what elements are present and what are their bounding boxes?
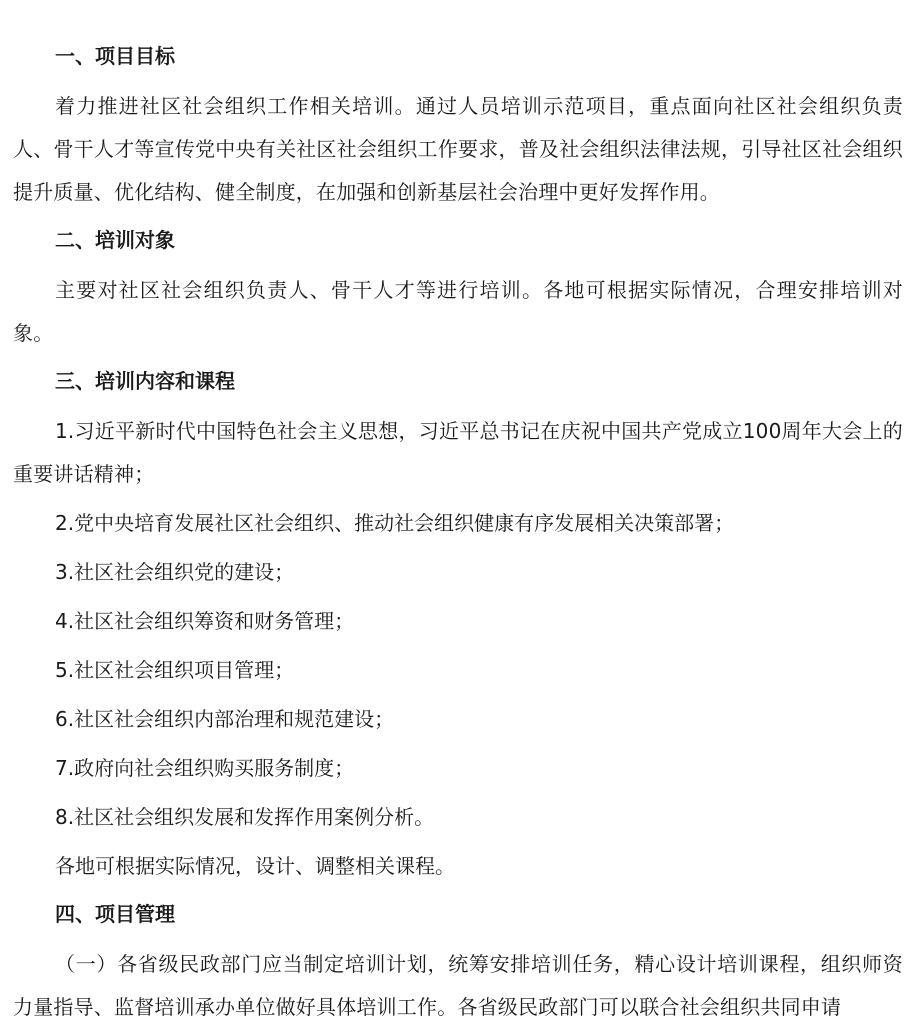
list-item: 1.习近平新时代中国特色社会主义思想，习近平总书记在庆祝中国共产党成立100周年大会上的重要讲话精神； xyxy=(13,419,903,486)
list-item: 3.社区社会组织党的建设； xyxy=(55,560,295,584)
section-heading-goal: 一、项目目标 xyxy=(55,44,175,68)
section-body-goal: 着力推进社区社会组织工作相关培训。通过人员培训示范项目，重点面向社区社会组织负责人、骨干人才等宣传党中央有关社区社会组织工作要求，普及社会组织法律法规，引导社区社会组织提升质量、优化结构、健全制度，在加强和创新基层社会治理中更好发挥作用。 xyxy=(13,94,903,204)
list-item: 4.社区社会组织筹资和财务管理； xyxy=(55,609,355,633)
course-note: 各地可根据实际情况，设计、调整相关课程。 xyxy=(55,854,455,878)
section-heading-target: 二、培训对象 xyxy=(55,228,175,252)
section-heading-management: 四、项目管理 xyxy=(55,902,175,926)
list-item: 6.社区社会组织内部治理和规范建设； xyxy=(55,707,395,731)
document-body xyxy=(13,36,903,1035)
section-body-target: 主要对社区社会组织负责人、骨干人才等进行培训。各地可根据实际情况，合理安排培训对象。 xyxy=(13,278,903,345)
list-item: 8.社区社会组织发展和发挥作用案例分析。 xyxy=(55,805,435,829)
list-item: 5.社区社会组织项目管理； xyxy=(55,658,295,682)
list-item: 7.政府向社会组织购买服务制度； xyxy=(55,756,355,780)
list-item: 2.党中央培育发展社区社会组织、推动社会组织健康有序发展相关决策部署； xyxy=(55,511,735,535)
section-body-management: （一）各省级民政部门应当制定培训计划，统筹安排培训任务，精心设计培训课程，组织师资力量指导、监督培训承办单位做好具体培训工作。各省级民政部门可以联合社会组织共同申请 xyxy=(13,952,903,1019)
section-heading-content: 三、培训内容和课程 xyxy=(55,369,235,393)
